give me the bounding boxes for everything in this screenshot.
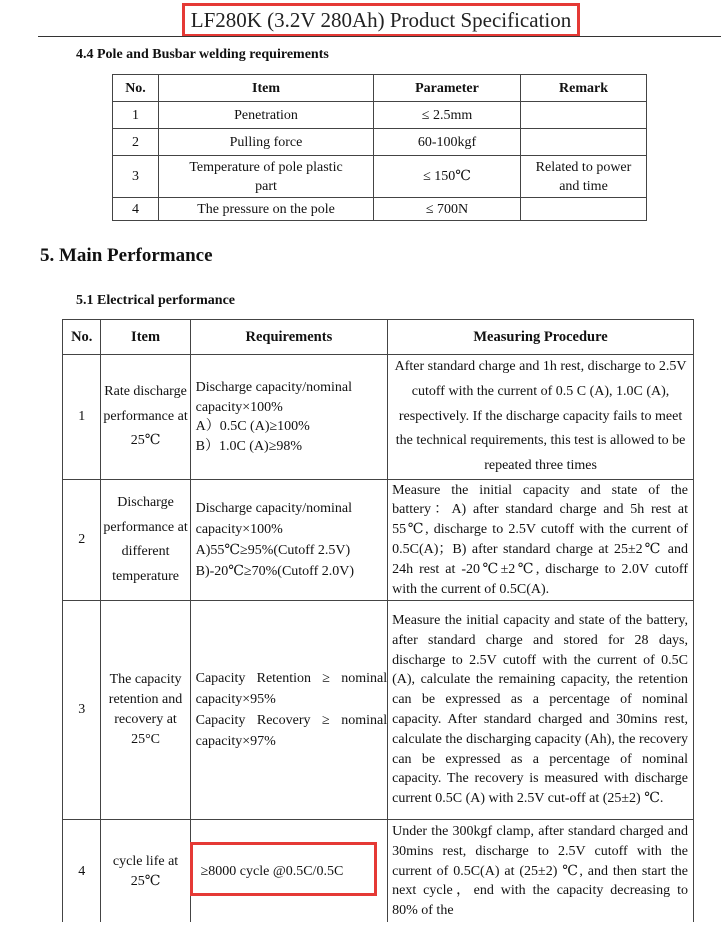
table-row	[113, 156, 647, 198]
cell-requirements	[190, 601, 388, 820]
col-header-no: No.	[113, 75, 159, 102]
cell-parameter: ≤ 700N	[374, 198, 521, 221]
requirement-line: A)55℃≥95%(Cutoff 2.5V)	[195, 543, 351, 558]
page-title: LF280K (3.2V 280Ah) Product Specification	[182, 3, 580, 37]
cell-item: The pressure on the pole	[159, 198, 374, 221]
table-header-row	[113, 75, 647, 102]
table-row	[113, 129, 647, 156]
cell-no: 3	[113, 156, 159, 198]
requirement-line: B）1.0C (A)≥98%	[195, 438, 303, 454]
col-header-procedure: Measuring Procedure	[388, 320, 694, 355]
cell-item: The capacity retention and recovery at 25°C	[101, 601, 190, 820]
table-row	[63, 355, 694, 480]
cell-item: Pulling force	[159, 129, 374, 156]
cycle-life-highlight	[190, 842, 377, 896]
cell-no: 3	[63, 601, 101, 820]
requirement-line: A）0.5C (A)≥100%	[195, 419, 310, 434]
cell-remark	[521, 198, 647, 221]
cell-no: 4	[63, 820, 101, 925]
cell-no: 4	[113, 198, 159, 221]
cell-item: Temperature of pole plastic part	[159, 156, 374, 198]
cell-requirements	[190, 480, 388, 601]
requirement-line: Discharge capacity/nominal capacity×100%	[195, 501, 353, 537]
col-header-item: Item	[159, 75, 374, 102]
col-header-parameter: Parameter	[374, 75, 521, 102]
table-row	[63, 820, 694, 925]
cell-procedure: Under the 300kgf clamp, after standard charged and 30mins rest, discharge to 2.5V cutoff with the current of 0.5C(A) at (25±2) ℃, and then start the next cycle，end with the capacity decreasing to 80% of the	[388, 820, 694, 925]
cell-procedure: Measure the initial capacity and state of the battery：A) after standard charge and 5h rest at 55℃, discharge to 2.5V cutoff with the current of 0.5C(A)；B) after standard charge at 25±2℃ and 24h rest at -20℃±2℃, discharge to 2.0V cutoff with the current of 0.5C(A).	[388, 480, 694, 601]
electrical-performance-table	[62, 319, 694, 925]
requirement-line: Capacity Recovery ≥ nominal capacity×97%	[195, 713, 388, 749]
page-bottom-edge	[0, 922, 721, 928]
requirement-line: Capacity Retention ≥ nominal capacity×95%	[195, 671, 388, 707]
cell-item: Discharge performance at different temperature	[101, 480, 190, 601]
col-header-requirements: Requirements	[190, 320, 388, 355]
cell-no: 2	[63, 480, 101, 601]
cell-remark	[521, 129, 647, 156]
welding-requirements-table	[112, 74, 647, 221]
cell-procedure: Measure the initial capacity and state of the battery, after standard charge and stored for 28 days, discharge to 2.5V cutoff with the current of 0.5C (A), calculate the remaining capacity, the retention can be expressed as a percentage of nominal capacity. After standard charged and 30mins rest, calculate the discharging capacity (Ah), the recovery can be expressed as a percentage of nominal capacity. The recovery is measured with discharge current 0.5C (A) with 2.5V cut-off at (25±2) ℃.	[388, 601, 694, 820]
table-row	[63, 601, 694, 820]
col-header-remark: Remark	[521, 75, 647, 102]
table-row	[113, 198, 647, 221]
cell-requirements	[190, 355, 388, 480]
requirement-line: ≥8000 cycle @0.5C/0.5C	[200, 864, 344, 880]
requirement-line: B)-20℃≥70%(Cutoff 2.0V)	[195, 564, 355, 579]
col-header-item: Item	[101, 320, 190, 355]
table-header-row	[63, 320, 694, 355]
cell-parameter: 60-100kgf	[374, 129, 521, 156]
cell-no: 1	[113, 102, 159, 129]
cell-procedure: After standard charge and 1h rest, discharge to 2.5V cutoff with the current of 0.5 C (A), 1.0C (A), respectively. If the discharge capacity fails to meet the technical requirements, this test is allowed to be repeated three times	[388, 355, 694, 480]
cell-item: cycle life at 25℃	[101, 820, 190, 925]
requirement-line: Discharge capacity/nominal capacity×100%	[195, 380, 353, 415]
table-row	[63, 480, 694, 601]
header-divider	[38, 36, 721, 37]
table-row	[113, 102, 647, 129]
cell-remark: Related to power and time	[521, 156, 647, 198]
section-5-1-heading: 5.1 Electrical performance	[76, 293, 235, 308]
section-4-4-heading: 4.4 Pole and Busbar welding requirements	[76, 47, 329, 62]
cell-parameter: ≤ 150℃	[374, 156, 521, 198]
cell-item: Rate discharge performance at 25℃	[101, 355, 190, 480]
cell-parameter: ≤ 2.5mm	[374, 102, 521, 129]
cell-no: 1	[63, 355, 101, 480]
cell-remark	[521, 102, 647, 129]
cell-item: Penetration	[159, 102, 374, 129]
col-header-no: No.	[63, 320, 101, 355]
cell-no: 2	[113, 129, 159, 156]
section-5-heading: 5. Main Performance	[40, 245, 213, 266]
